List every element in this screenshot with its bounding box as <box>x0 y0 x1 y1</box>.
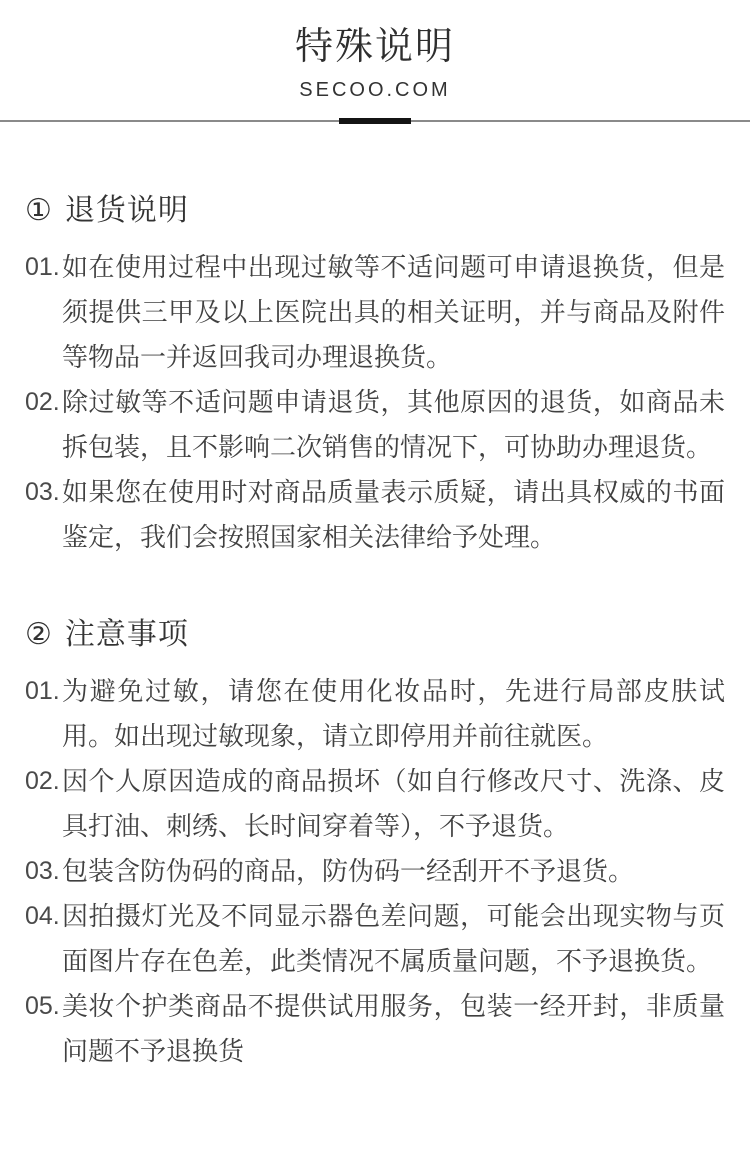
item-number: 03. <box>25 478 60 506</box>
item-text: 因个人原因造成的商品损坏（如自行修改尺寸、洗涤、皮具打油、刺绣、长时间穿着等），不予退货。 <box>62 766 725 841</box>
section-notes-heading <box>25 617 725 653</box>
section-returns-heading <box>25 193 725 229</box>
section-notes-title: 注意事项 <box>64 618 189 651</box>
item-text: 包装含防伪码的商品，防伪码一经刮开不予退货。 <box>62 856 635 886</box>
circled-two-marker: ② <box>25 618 53 651</box>
section-returns <box>25 193 725 560</box>
section-returns-title: 退货说明 <box>64 194 189 227</box>
list-item <box>25 849 725 894</box>
item-text: 除过敏等不适问题申请退货，其他原因的退货，如商品未拆包装，且不影响二次销售的情况下，可协助办理退货。 <box>62 387 725 462</box>
item-number: 03. <box>25 857 60 885</box>
brand-domain: SECOO.COM <box>299 79 451 101</box>
page-header <box>0 0 750 124</box>
item-text: 因拍摄灯光及不同显示器色差问题，可能会出现实物与页面图片存在色差，此类情况不属质量问题，不予退换货。 <box>62 901 725 976</box>
list-item <box>25 470 725 560</box>
list-item <box>25 380 725 470</box>
section-notes <box>25 617 725 1074</box>
item-number: 01. <box>25 253 60 281</box>
list-item <box>25 245 725 380</box>
notes-list <box>25 669 725 1074</box>
content <box>0 193 750 1074</box>
item-number: 02. <box>25 388 60 416</box>
circled-one-marker: ① <box>25 194 53 227</box>
list-item <box>25 984 725 1074</box>
item-number: 01. <box>25 677 60 705</box>
list-item <box>25 759 725 849</box>
list-item <box>25 669 725 759</box>
item-number: 04. <box>25 902 60 930</box>
list-item <box>25 894 725 984</box>
item-number: 02. <box>25 767 60 795</box>
item-text: 美妆个护类商品不提供试用服务，包装一经开封，非质量问题不予退换货 <box>62 991 725 1066</box>
item-text: 为避免过敏，请您在使用化妆品时，先进行局部皮肤试用。如出现过敏现象，请立即停用并前往就医。 <box>62 676 725 751</box>
divider-accent <box>339 118 411 124</box>
item-text: 如在使用过程中出现过敏等不适问题可申请退换货，但是须提供三甲及以上医院出具的相关证明，并与商品及附件等物品一并返回我司办理退换货。 <box>62 252 725 372</box>
item-number: 05. <box>25 992 60 1020</box>
item-text: 如果您在使用时对商品质量表示质疑，请出具权威的书面鉴定，我们会按照国家相关法律给予处理。 <box>62 477 725 552</box>
returns-list <box>25 245 725 560</box>
page-title: 特殊说明 <box>294 26 455 68</box>
header-divider <box>0 118 750 124</box>
